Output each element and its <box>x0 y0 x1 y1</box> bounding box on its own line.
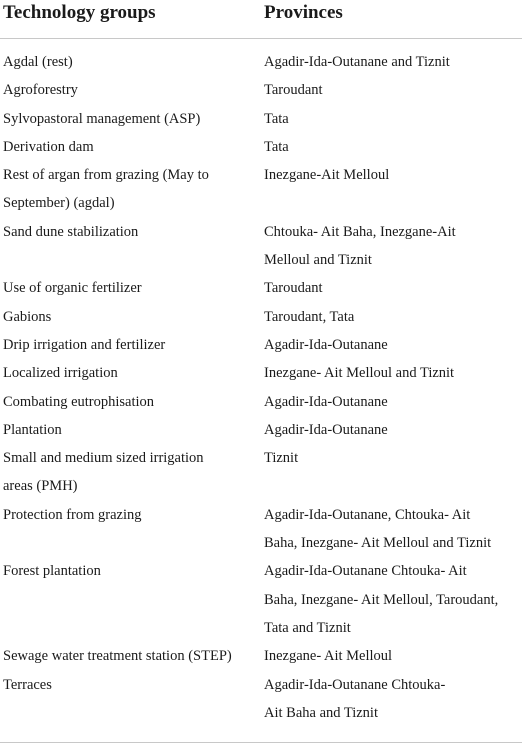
technology-cell <box>0 133 261 161</box>
table-row <box>0 48 522 76</box>
provinces-cell <box>261 642 522 670</box>
provinces-text: Tata <box>264 138 289 155</box>
provinces-text: Agadir-Ida-Outanane Chtouka- Ait <box>264 563 467 580</box>
table-row <box>0 671 522 728</box>
provinces-text: Agadir-Ida-Outanane, Chtouka- Ait <box>264 506 471 523</box>
table-body <box>0 48 522 727</box>
table-row <box>0 642 522 670</box>
provinces-text: Chtouka- Ait Baha, Inezgane-Ait <box>264 223 456 240</box>
technology-cell <box>0 303 261 331</box>
provinces-cell <box>261 105 522 133</box>
provinces-cell <box>261 48 522 76</box>
technology-text: Drip irrigation and fertilizer <box>3 336 166 353</box>
table-row <box>0 274 522 302</box>
technology-text: Forest plantation <box>3 563 101 580</box>
technology-cell <box>0 76 261 104</box>
table-row <box>0 133 522 161</box>
provinces-text: Taroudant <box>264 82 323 99</box>
technology-text: Combating eutrophisation <box>3 393 155 410</box>
provinces-cell <box>261 303 522 331</box>
technology-cell <box>0 444 261 501</box>
technology-cell <box>0 218 261 275</box>
technology-text: Agroforestry <box>3 82 78 99</box>
technology-cell <box>0 48 261 76</box>
provinces-text: Agadir-Ida-Outanane <box>264 421 388 438</box>
provinces-cell <box>261 218 522 275</box>
table-row <box>0 303 522 331</box>
table-row <box>0 444 522 501</box>
table-row <box>0 557 522 642</box>
technology-cell <box>0 331 261 359</box>
technology-text: Use of organic fertilizer <box>3 280 142 297</box>
provinces-text: Baha, Inezgane- Ait Melloul, Taroudant, <box>264 591 499 608</box>
technology-cell <box>0 671 261 728</box>
provinces-cell <box>261 444 522 501</box>
provinces-text: Taroudant <box>264 280 323 297</box>
provinces-text: Inezgane- Ait Melloul <box>264 648 393 665</box>
technology-text: Rest of argan from grazing (May to <box>3 167 209 184</box>
technology-cell <box>0 388 261 416</box>
header-provinces: Provinces <box>264 2 343 23</box>
technology-cell <box>0 642 261 670</box>
technology-text: Gabions <box>3 308 52 325</box>
provinces-cell <box>261 331 522 359</box>
provinces-cell <box>261 133 522 161</box>
technology-text: Plantation <box>3 421 62 438</box>
provinces-text: Melloul and Tiznit <box>264 252 372 269</box>
technology-text: Protection from grazing <box>3 506 142 523</box>
technology-cell <box>0 557 261 642</box>
provinces-cell <box>261 161 522 218</box>
technology-text: Agdal (rest) <box>3 54 73 70</box>
provinces-text: Baha, Inezgane- Ait Melloul and Tiznit <box>264 535 492 552</box>
provinces-text: Inezgane- Ait Melloul and Tiznit <box>264 365 455 382</box>
provinces-cell <box>261 76 522 104</box>
table-header <box>0 0 522 38</box>
provinces-cell <box>261 416 522 444</box>
provinces-text: Agadir-Ida-Outanane <box>264 393 388 410</box>
technology-text: Terraces <box>3 676 52 693</box>
technology-cell <box>0 105 261 133</box>
provinces-text: Agadir-Ida-Outanane Chtouka- <box>264 676 446 693</box>
header-divider <box>0 38 522 39</box>
technology-text: Sylvopastoral management (ASP) <box>3 110 201 127</box>
provinces-cell <box>261 557 522 642</box>
technology-text: Localized irrigation <box>3 365 118 382</box>
provinces-cell <box>261 388 522 416</box>
provinces-text: Tata and Tiznit <box>264 619 351 636</box>
technology-text: September) (agdal) <box>3 195 115 212</box>
technology-cell <box>0 359 261 387</box>
provinces-cell <box>261 671 522 728</box>
technology-text: Sewage water treatment station (STEP) <box>3 648 232 665</box>
table-row <box>0 388 522 416</box>
technology-text: Derivation dam <box>3 138 94 155</box>
technology-cell <box>0 416 261 444</box>
technology-cell <box>0 161 261 218</box>
provinces-text: Inezgane-Ait Melloul <box>264 167 390 184</box>
header-technology-groups: Technology groups <box>3 2 156 23</box>
provinces-text: Tata <box>264 110 289 127</box>
provinces-text: Agadir-Ida-Outanane and Tiznit <box>264 54 450 70</box>
table-row <box>0 161 522 218</box>
table-row <box>0 76 522 104</box>
provinces-cell <box>261 359 522 387</box>
provinces-cell <box>261 501 522 558</box>
provinces-cell <box>261 274 522 302</box>
provinces-text: Agadir-Ida-Outanane <box>264 336 388 353</box>
table-row <box>0 416 522 444</box>
technology-cell <box>0 501 261 558</box>
table-row <box>0 218 522 275</box>
table-row <box>0 331 522 359</box>
table-bottom-divider <box>0 742 522 743</box>
table-row <box>0 501 522 558</box>
table-row <box>0 105 522 133</box>
provinces-text: Tiznit <box>264 450 299 467</box>
technology-cell <box>0 274 261 302</box>
technology-text: Sand dune stabilization <box>3 223 139 240</box>
provinces-text: Taroudant, Tata <box>264 308 355 325</box>
technology-text: areas (PMH) <box>3 478 78 495</box>
technology-text: Small and medium sized irrigation <box>3 450 204 467</box>
table-row <box>0 359 522 387</box>
provinces-text: Ait Baha and Tiznit <box>264 704 378 721</box>
